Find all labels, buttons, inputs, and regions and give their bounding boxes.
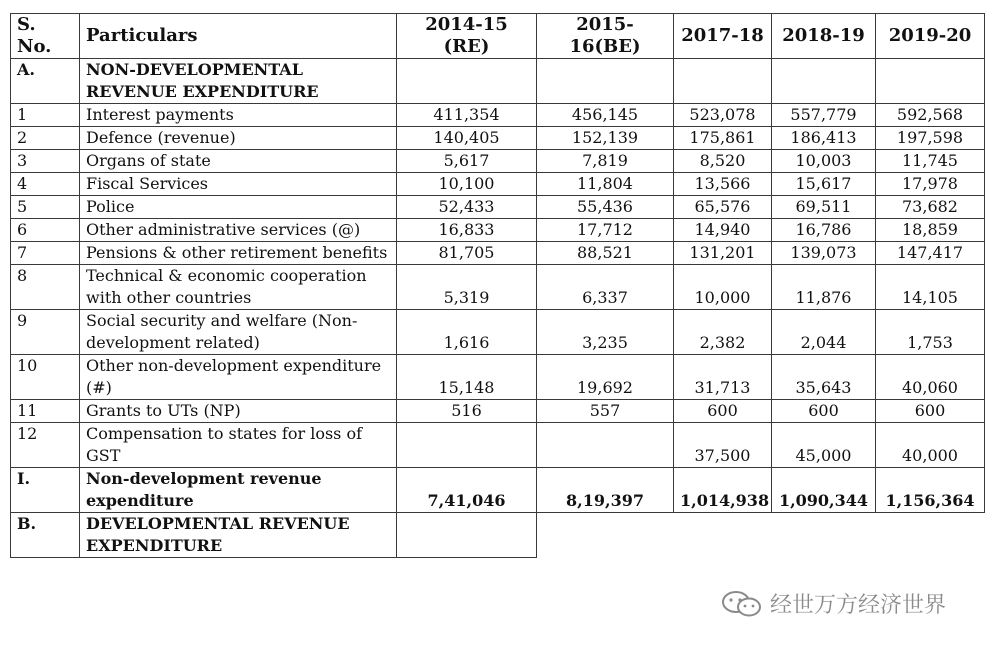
row-value: 17,712 bbox=[537, 219, 674, 242]
row-value bbox=[772, 513, 876, 558]
row-value: 31,713 bbox=[674, 355, 772, 400]
row-value: 3,235 bbox=[537, 310, 674, 355]
table-row bbox=[11, 104, 985, 127]
row-value bbox=[397, 59, 537, 104]
row-value: 600 bbox=[674, 400, 772, 423]
row-sno: 12 bbox=[11, 423, 80, 468]
row-value: 557 bbox=[537, 400, 674, 423]
row-value: 140,405 bbox=[397, 127, 537, 150]
row-value: 10,100 bbox=[397, 173, 537, 196]
row-value: 600 bbox=[772, 400, 876, 423]
row-value: 139,073 bbox=[772, 242, 876, 265]
table-row bbox=[11, 423, 985, 468]
table-row bbox=[11, 173, 985, 196]
row-particulars: Social security and welfare (Non-development related) bbox=[80, 310, 397, 355]
row-value: 7,41,046 bbox=[397, 468, 537, 513]
row-sno: 10 bbox=[11, 355, 80, 400]
row-value: 2,044 bbox=[772, 310, 876, 355]
row-value: 131,201 bbox=[674, 242, 772, 265]
header-particulars: Particulars bbox=[80, 14, 397, 59]
row-value: 40,060 bbox=[876, 355, 985, 400]
row-value: 69,511 bbox=[772, 196, 876, 219]
row-value: 17,978 bbox=[876, 173, 985, 196]
row-sno: I. bbox=[11, 468, 80, 513]
row-value: 16,833 bbox=[397, 219, 537, 242]
row-value bbox=[674, 59, 772, 104]
header-2014-15: 2014-15 (RE) bbox=[397, 14, 537, 59]
row-value: 1,616 bbox=[397, 310, 537, 355]
row-particulars: Pensions & other retirement benefits bbox=[80, 242, 397, 265]
table-row bbox=[11, 150, 985, 173]
row-particulars: Fiscal Services bbox=[80, 173, 397, 196]
header-2017-18: 2017-18 bbox=[674, 14, 772, 59]
row-value: 11,745 bbox=[876, 150, 985, 173]
header-sno: S. No. bbox=[11, 14, 80, 59]
row-value: 5,319 bbox=[397, 265, 537, 310]
row-value: 14,940 bbox=[674, 219, 772, 242]
row-value bbox=[674, 513, 772, 558]
row-sno: 1 bbox=[11, 104, 80, 127]
row-sno: 2 bbox=[11, 127, 80, 150]
row-value: 523,078 bbox=[674, 104, 772, 127]
row-value bbox=[397, 513, 537, 558]
table-row bbox=[11, 127, 985, 150]
row-value bbox=[537, 59, 674, 104]
row-value: 40,000 bbox=[876, 423, 985, 468]
row-sno: 5 bbox=[11, 196, 80, 219]
row-particulars: Other non-development expenditure (#) bbox=[80, 355, 397, 400]
row-value: 175,861 bbox=[674, 127, 772, 150]
table-row bbox=[11, 59, 985, 104]
row-particulars: Other administrative services (@) bbox=[80, 219, 397, 242]
row-value bbox=[537, 513, 674, 558]
row-value bbox=[772, 59, 876, 104]
row-value: 516 bbox=[397, 400, 537, 423]
header-2018-19: 2018-19 bbox=[772, 14, 876, 59]
header-2015-16: 2015-16(BE) bbox=[537, 14, 674, 59]
table-row bbox=[11, 468, 985, 513]
watermark-text: 经世万方经济世界 bbox=[770, 593, 947, 618]
row-sno: 4 bbox=[11, 173, 80, 196]
header-2019-20: 2019-20 bbox=[876, 14, 985, 59]
row-value: 55,436 bbox=[537, 196, 674, 219]
row-value bbox=[537, 423, 674, 468]
table-row bbox=[11, 310, 985, 355]
row-value: 557,779 bbox=[772, 104, 876, 127]
row-value: 600 bbox=[876, 400, 985, 423]
row-sno: 6 bbox=[11, 219, 80, 242]
row-value: 88,521 bbox=[537, 242, 674, 265]
row-value: 16,786 bbox=[772, 219, 876, 242]
row-value: 8,19,397 bbox=[537, 468, 674, 513]
row-value: 11,804 bbox=[537, 173, 674, 196]
row-value: 19,692 bbox=[537, 355, 674, 400]
row-value: 81,705 bbox=[397, 242, 537, 265]
row-value: 14,105 bbox=[876, 265, 985, 310]
wechat-icon bbox=[720, 590, 764, 618]
row-particulars: Compensation to states for loss of GST bbox=[80, 423, 397, 468]
row-value: 1,753 bbox=[876, 310, 985, 355]
row-value: 15,617 bbox=[772, 173, 876, 196]
row-value: 411,354 bbox=[397, 104, 537, 127]
row-particulars: Defence (revenue) bbox=[80, 127, 397, 150]
header-row bbox=[11, 14, 985, 59]
row-value: 456,145 bbox=[537, 104, 674, 127]
row-value: 7,819 bbox=[537, 150, 674, 173]
row-value: 1,014,938 bbox=[674, 468, 772, 513]
row-sno: 3 bbox=[11, 150, 80, 173]
table-row bbox=[11, 242, 985, 265]
table-row bbox=[11, 513, 985, 558]
row-value bbox=[876, 59, 985, 104]
row-value: 186,413 bbox=[772, 127, 876, 150]
row-value: 65,576 bbox=[674, 196, 772, 219]
table-row bbox=[11, 400, 985, 423]
row-sno: B. bbox=[11, 513, 80, 558]
row-particulars: Interest payments bbox=[80, 104, 397, 127]
row-value: 197,598 bbox=[876, 127, 985, 150]
row-value: 52,433 bbox=[397, 196, 537, 219]
table-row bbox=[11, 196, 985, 219]
row-value bbox=[397, 423, 537, 468]
row-value: 35,643 bbox=[772, 355, 876, 400]
row-particulars: Organs of state bbox=[80, 150, 397, 173]
row-value: 2,382 bbox=[674, 310, 772, 355]
row-value: 18,859 bbox=[876, 219, 985, 242]
watermark bbox=[720, 588, 946, 619]
row-sno: 8 bbox=[11, 265, 80, 310]
row-particulars: DEVELOPMENTAL REVENUE EXPENDITURE bbox=[80, 513, 397, 558]
row-particulars: Non-development revenue expenditure bbox=[80, 468, 397, 513]
row-value: 152,139 bbox=[537, 127, 674, 150]
row-value: 592,568 bbox=[876, 104, 985, 127]
table-row bbox=[11, 265, 985, 310]
row-sno: 9 bbox=[11, 310, 80, 355]
row-sno: A. bbox=[11, 59, 80, 104]
row-value: 73,682 bbox=[876, 196, 985, 219]
row-particulars: Technical & economic cooperation with other countries bbox=[80, 265, 397, 310]
expenditure-table bbox=[10, 13, 985, 558]
row-value: 1,156,364 bbox=[876, 468, 985, 513]
row-value: 10,003 bbox=[772, 150, 876, 173]
row-value: 8,520 bbox=[674, 150, 772, 173]
row-particulars: Grants to UTs (NP) bbox=[80, 400, 397, 423]
table-row bbox=[11, 219, 985, 242]
row-value: 15,148 bbox=[397, 355, 537, 400]
row-particulars: Police bbox=[80, 196, 397, 219]
row-value: 5,617 bbox=[397, 150, 537, 173]
row-value: 37,500 bbox=[674, 423, 772, 468]
row-value: 1,090,344 bbox=[772, 468, 876, 513]
row-particulars: NON-DEVELOPMENTAL REVENUE EXPENDITURE bbox=[80, 59, 397, 104]
table-row bbox=[11, 355, 985, 400]
row-value bbox=[876, 513, 985, 558]
row-value: 11,876 bbox=[772, 265, 876, 310]
row-value: 147,417 bbox=[876, 242, 985, 265]
row-value: 13,566 bbox=[674, 173, 772, 196]
row-sno: 7 bbox=[11, 242, 80, 265]
row-value: 6,337 bbox=[537, 265, 674, 310]
row-value: 45,000 bbox=[772, 423, 876, 468]
row-value: 10,000 bbox=[674, 265, 772, 310]
row-sno: 11 bbox=[11, 400, 80, 423]
